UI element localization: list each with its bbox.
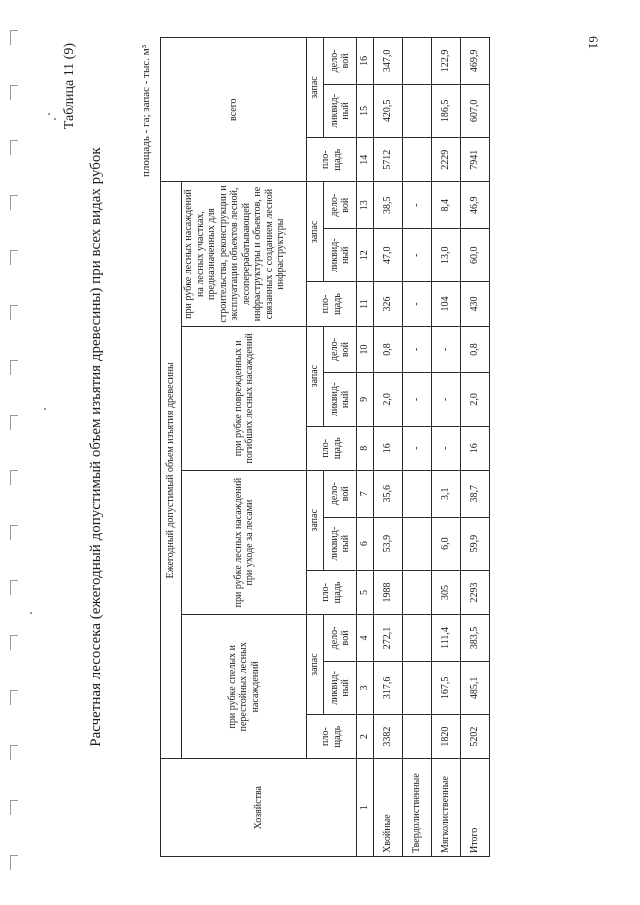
table-cell: 2,0 (461, 373, 490, 426)
table-cell: 305 (432, 570, 461, 614)
table-cell: - (403, 229, 432, 282)
header-area: пло- щадь (307, 426, 357, 470)
table-cell: 2293 (461, 570, 490, 614)
header-group-damaged: при рубке поврежденных и погибших лесных насаждений (182, 326, 307, 470)
row-label: Твердолиственные (403, 759, 432, 857)
table-cell: 3,1 (432, 470, 461, 517)
table-cell: - (432, 373, 461, 426)
header-business: дело- вой (324, 38, 357, 85)
table-cell: 104 (432, 282, 461, 326)
header-area: пло- щадь (307, 282, 357, 326)
column-number: 4 (357, 615, 374, 662)
header-liquid: ликвид- ный (324, 661, 357, 714)
page-number: 61 (586, 36, 601, 49)
column-number: 7 (357, 470, 374, 517)
table-cell: 16 (461, 426, 490, 470)
table-cell: 53,9 (374, 517, 403, 570)
table-cell: 3382 (374, 714, 403, 758)
table-cell: 47,0 (374, 229, 403, 282)
column-number: 5 (357, 570, 374, 614)
header-stock: запас (307, 326, 324, 426)
table-cell: 35,6 (374, 470, 403, 517)
table-row-coniferous (374, 38, 403, 857)
column-number: 10 (357, 326, 374, 373)
table-cell: 38,5 (374, 182, 403, 229)
table-cell (403, 138, 432, 182)
header-stock: запас (307, 615, 324, 715)
table-cell: 326 (374, 282, 403, 326)
table-cell: 2,0 (374, 373, 403, 426)
column-number: 15 (357, 84, 374, 137)
table-cell: 485,1 (461, 661, 490, 714)
column-number: 1 (357, 759, 374, 857)
table-cell: 420,5 (374, 84, 403, 137)
table-row-hardwood (403, 38, 432, 857)
scan-speck (48, 113, 50, 115)
scan-speck (54, 118, 56, 120)
column-number: 3 (357, 661, 374, 714)
table-cell: 1988 (374, 570, 403, 614)
table-cell: 0,8 (374, 326, 403, 373)
table-cell: 5712 (374, 138, 403, 182)
table-title: Расчетная лесосека (ежегодный допустимый объем изъятия древесины) при всех видах рубок (88, 147, 104, 747)
table-number: Таблица 11 (9) (62, 43, 77, 130)
table-cell: 383,5 (461, 615, 490, 662)
table-cell: 7941 (461, 138, 490, 182)
table-cell: 430 (461, 282, 490, 326)
column-number: 9 (357, 373, 374, 426)
table-cell: 186,5 (432, 84, 461, 137)
table-cell: 2229 (432, 138, 461, 182)
table-cell (403, 615, 432, 662)
table-cell: 317,6 (374, 661, 403, 714)
table-cell: 46,9 (461, 182, 490, 229)
column-number: 6 (357, 517, 374, 570)
header-stock: запас (307, 470, 324, 570)
table-row-softwood (432, 38, 461, 857)
table-cell: - (403, 182, 432, 229)
header-business: дело- вой (324, 615, 357, 662)
header-business: дело- вой (324, 326, 357, 373)
table-cell: - (403, 282, 432, 326)
table-cell: - (403, 426, 432, 470)
table-cell: 347,0 (374, 38, 403, 85)
row-label: Мягколиственные (432, 759, 461, 857)
header-business: дело- вой (324, 182, 357, 229)
scan-speck (30, 612, 32, 614)
table-cell: 167,5 (432, 661, 461, 714)
table-row-total (461, 38, 490, 857)
table-cell: - (403, 326, 432, 373)
table-cell: 111,4 (432, 615, 461, 662)
header-group-mature: при рубке спелых и перестойных лесных насаждений (182, 615, 307, 759)
header-business: дело- вой (324, 470, 357, 517)
table-cell: 1820 (432, 714, 461, 758)
table-cell (403, 470, 432, 517)
header-annual-volume: Ежегодный допустимый объем изъятия древесины (161, 182, 182, 759)
header-area: пло- щадь (307, 138, 357, 182)
header-liquid: ликвид- ный (324, 229, 357, 282)
column-number: 12 (357, 229, 374, 282)
header-stock: запас (307, 38, 324, 138)
allowable-cut-table (160, 37, 490, 857)
column-number: 2 (357, 714, 374, 758)
column-number: 14 (357, 138, 374, 182)
header-farm: Хозяйства (161, 759, 357, 857)
table-cell (403, 661, 432, 714)
table-cell: - (432, 426, 461, 470)
table-cell: 16 (374, 426, 403, 470)
header-stock: запас (307, 182, 324, 282)
header-liquid: ликвид- ный (324, 373, 357, 426)
table-cell: 6,0 (432, 517, 461, 570)
column-number: 8 (357, 426, 374, 470)
column-number: 13 (357, 182, 374, 229)
rotated-table-sheet (60, 37, 580, 857)
table-cell: 38,7 (461, 470, 490, 517)
table-cell (403, 570, 432, 614)
header-area: пло- щадь (307, 714, 357, 758)
table-cell: 469,9 (461, 38, 490, 85)
table-cell (403, 714, 432, 758)
units-note: площадь - га; запас - тыс. м³ (140, 45, 152, 177)
table-cell: 607,0 (461, 84, 490, 137)
scan-speck (44, 408, 46, 410)
row-label: Итого (461, 759, 490, 857)
header-group-total: всего (161, 38, 307, 182)
header-group-thinning: при рубке лесных насаждений при уходе за лесами (182, 470, 307, 614)
column-number: 11 (357, 282, 374, 326)
table-cell (403, 84, 432, 137)
table-cell: - (403, 373, 432, 426)
table-cell: 122,9 (432, 38, 461, 85)
header-group-infrastructure: при рубке лесных насаждений на лесных участках, предназначенных для строительства, реконструкции и эксплуатации объектов лесной, лесоперерабатывающей инфраструктуры и объектов, не связанных с созданием лесной инфраструктуры (182, 182, 307, 326)
table-cell: 59,9 (461, 517, 490, 570)
row-label: Хвойные (374, 759, 403, 857)
table-cell (403, 517, 432, 570)
header-liquid: ликвид- ный (324, 517, 357, 570)
header-liquid: ликвид- ный (324, 84, 357, 137)
table-cell: 5202 (461, 714, 490, 758)
header-area: пло- щадь (307, 570, 357, 614)
table-cell: - (432, 326, 461, 373)
column-number: 16 (357, 38, 374, 85)
table-cell: 8,4 (432, 182, 461, 229)
table-cell: 0,8 (461, 326, 490, 373)
table-cell (403, 38, 432, 85)
table-cell: 13,0 (432, 229, 461, 282)
table-cell: 60,0 (461, 229, 490, 282)
table-cell: 272,1 (374, 615, 403, 662)
